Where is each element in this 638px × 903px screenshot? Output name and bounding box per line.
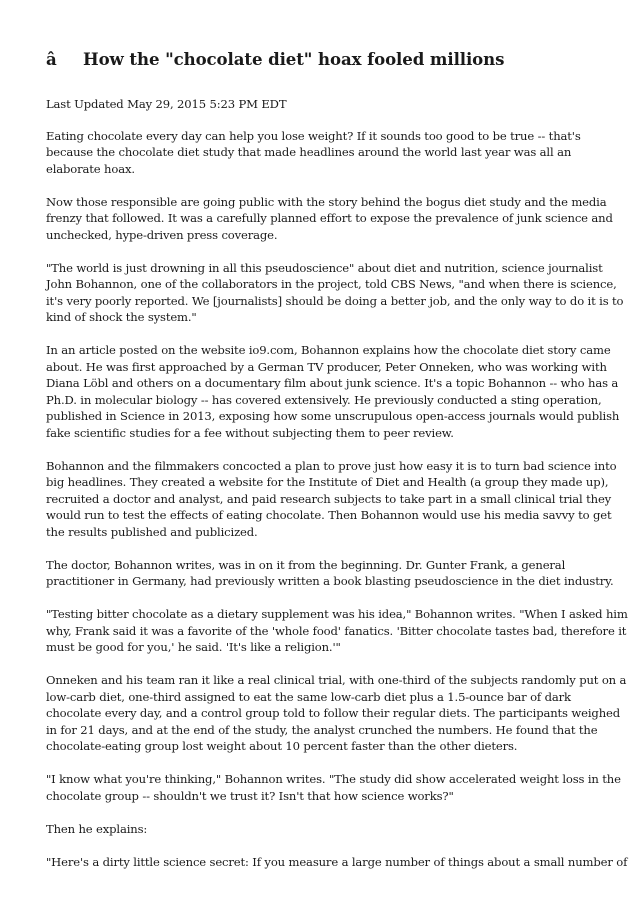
paragraph-line: in for 21 days, and at the end of the study, the analyst crunched the numbers. He found that the bbox=[46, 722, 598, 737]
paragraph-line: fake scientific studies for a fee without subjecting them to peer review. bbox=[46, 425, 454, 440]
paragraph-line: why, Frank said it was a favorite of the 'whole food' fanatics. 'Bitter chocolate tastes bad, therefore it bbox=[46, 623, 627, 638]
article-paragraph bbox=[46, 821, 594, 838]
paragraph-line: Ph.D. in molecular biology -- has covered extensively. He previously conducted a sting operation, bbox=[46, 392, 602, 407]
paragraph-line: John Bohannon, one of the collaborators in the project, told CBS News, "and when there is science, bbox=[46, 277, 617, 291]
paragraph-line: published in Science in 2013, exposing how some unscrupulous open-access journals would publish bbox=[46, 409, 620, 423]
paragraph-line: recruited a doctor and analyst, and paid research subjects to take part in a small clinical trial they bbox=[46, 491, 612, 506]
paragraph-line: would run to test the effects of eating chocolate. Then Bohannon would use his media savvy to get bbox=[46, 508, 612, 522]
paragraph-line: about. He was first approached by a German TV producer, Peter Onneken, who was working with bbox=[46, 359, 607, 374]
paragraph-line: practitioner in Germany, had previously written a book blasting pseudoscience in the diet industry. bbox=[46, 574, 614, 588]
paragraph-line: Now those responsible are going public with the story behind the bogus diet study and the media bbox=[46, 194, 607, 209]
paragraph-line: "Here's a dirty little science secret: If you measure a large number of things about a small number of bbox=[46, 854, 628, 869]
article-body bbox=[46, 128, 628, 871]
paragraph-line: "Testing bitter chocolate as a dietary supplement was his idea," Bohannon writes. "When I asked him bbox=[46, 607, 628, 621]
paragraph-line: unchecked, hype-driven press coverage. bbox=[46, 227, 278, 242]
article-paragraph bbox=[46, 854, 628, 871]
paragraph-line: "I know what you're thinking," Bohannon writes. "The study did show accelerated weight loss in the bbox=[46, 772, 621, 786]
paragraph-line: the results published and publicized. bbox=[46, 524, 258, 539]
paragraph-line: must be good for you,' he said. 'It's like a religion.'" bbox=[46, 640, 341, 654]
paragraph-line: "The world is just drowning in all this pseudoscience" about diet and nutrition, science journalist bbox=[46, 260, 603, 275]
paragraph-line: chocolate group -- shouldn't we trust it? Isn't that how science works?" bbox=[46, 788, 454, 803]
paragraph-line: chocolate-eating group lost weight about 10 percent faster than the other dieters. bbox=[46, 739, 518, 753]
article-paragraph bbox=[46, 771, 621, 804]
article-title: âHow the "chocolate diet" hoax fooled millions bbox=[46, 49, 505, 69]
last-updated-timestamp: Last Updated May 29, 2015 5:23 PM EDT bbox=[46, 97, 287, 111]
paragraph-line: In an article posted on the website io9.com, Bohannon explains how the chocolate diet story came bbox=[46, 343, 611, 357]
paragraph-line: kind of shock the system." bbox=[46, 310, 197, 324]
paragraph-line: because the chocolate diet study that made headlines around the world last year was all an bbox=[46, 145, 572, 159]
paragraph-line: chocolate every day, and a control group told to follow their regular diets. The participants weighed bbox=[46, 706, 621, 720]
paragraph-line: Bohannon and the filmmakers concocted a plan to prove just how easy it is to turn bad science into bbox=[46, 458, 617, 473]
article-paragraph bbox=[46, 342, 620, 441]
paragraph-line: frenzy that followed. It was a carefully planned effort to expose the prevalence of junk science and bbox=[46, 211, 613, 225]
paragraph-line: low-carb diet, one-third assigned to eat the same low-carb diet plus a 1.5-ounce bar of dark bbox=[46, 689, 571, 704]
article-paragraph bbox=[46, 128, 594, 178]
article-paragraph bbox=[46, 557, 614, 590]
paragraph-line: The doctor, Bohannon writes, was in on it from the beginning. Dr. Gunter Frank, a general bbox=[46, 557, 566, 572]
article-paragraph bbox=[46, 606, 628, 656]
paragraph-line: it's very poorly reported. We [journalists] should be doing a better job, and the only way to do it is to bbox=[46, 293, 624, 308]
paragraph-line: elaborate hoax. bbox=[46, 161, 135, 176]
article-paragraph bbox=[46, 260, 624, 326]
article-paragraph bbox=[46, 194, 613, 244]
paragraph-line: big headlines. They created a website for the Institute of Diet and Health (a group they made up), bbox=[46, 475, 609, 489]
paragraph-line: Onneken and his team ran it like a real clinical trial, with one-third of the subjects randomly put on a bbox=[46, 673, 627, 687]
article-paragraph bbox=[46, 672, 627, 755]
document-page bbox=[46, 48, 628, 887]
paragraph-line: Then he explains: bbox=[46, 821, 148, 836]
article-paragraph bbox=[46, 458, 617, 541]
paragraph-line: Diana Löbl and others on a documentary film about junk science. It's a topic Bohannon -- who has a bbox=[46, 376, 619, 390]
paragraph-line: Eating chocolate every day can help you lose weight? If it sounds too good to be true -- that's bbox=[46, 128, 581, 143]
